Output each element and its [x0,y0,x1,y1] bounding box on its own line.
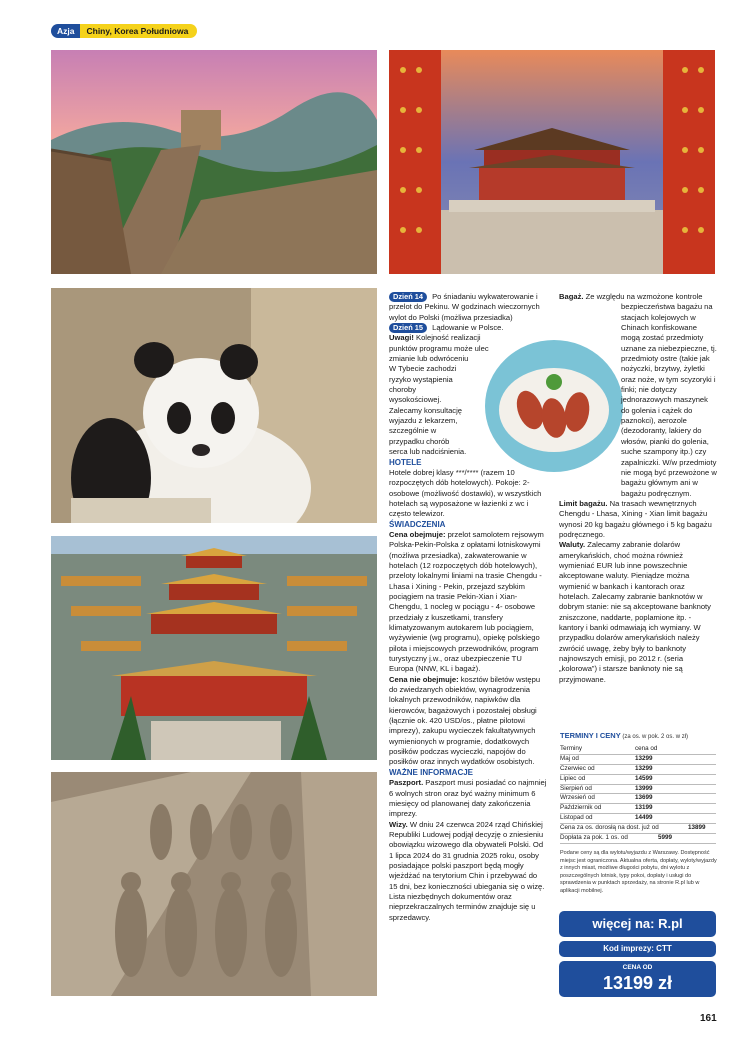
left-text-column [389,292,547,923]
region-badge: Azja [51,24,80,38]
visa-info: Wizy. W dniu 24 czerwca 2024 rząd Chińskiej Republiki Ludowej podjął decyzję o zniesieniu obowiązku wizowego dla obywateli Polski. Od 1 lipca 2024 do 31 grudnia 2025 roku, osoby posiadające polski paszport będą mogły wjeżdżać na terytorium Chin i przebywać do 15 dni, bez konieczności ubiegania się o wizę. Lista niezbędnych dokumentów oraz nieprzekraczalnych terminów znajduje się u sprzedawcy. [389,819,545,922]
price-row [560,814,716,824]
price-includes: Cena obejmuje: przelot samolotem rejsowym Polska-Pekin-Polska z opłatami lotniskowymi (możliwa przesiadka), zakwaterowanie w hotelach (12 rozpoczętych dób hotelowych), przeloty lokalnymi liniami na trasie Chengdu - Lhasa i Xining - Pekin, przejazd szybkim pociągiem na trasie Pekin-Xian i Xian-Chengdu, 1 nocleg w pociągu - 4- osobowe przedziały z kuszetkami, transfery klimatyzowanym autokarem lub pociągiem, wyżywienie (wg programu), opiekę polskiego pilota i miejscowych przewodników, program turystyczny j.w., oraz ubezpieczenie TU Europa (NNW, KL i bagaż). [389,529,544,674]
price-value: 13299 [635,754,653,762]
itinerary-day-14: Dzień 14 Po śniadaniu wykwaterowanie i przelot do Pekinu. W godzinach wieczornych wylot do Polski (możliwa przesiadka) [389,292,540,322]
panda-photo [51,288,377,523]
price-row [560,775,716,785]
page-number: 161 [700,1013,717,1024]
day-badge: Dzień 14 [389,292,427,302]
services-heading: ŚWIADCZENIA [389,519,446,529]
notes-paragraph: Uwagi! Kolejność realizacji punktów programu może ulec zmianie lub odwróceniu [389,333,489,364]
price-extra-bed: Cena za os. dorosłą na dost. już od 13899 [560,824,716,834]
price-value: 13699 [635,794,653,802]
price-month: Lipiec od [560,774,586,782]
tibet-warning: W Tybecie zachodzi ryzyko wystąpienia choroby wysokościowej. Zalecamy konsultację wyjazdu z lekarzem, szczególnie w przypadku chorób serca lub nadciśnienia. [389,364,467,457]
price-row [560,765,716,775]
terracotta-army-photo [51,772,377,996]
price-value: 13199 [635,804,653,812]
price-month: Październik od [560,804,602,812]
price-from-label: CENA OD [622,964,653,971]
right-text-column [559,292,717,685]
day-badge: Dzień 15 [389,323,427,333]
itinerary-day-15: Dzień 15 Lądowanie w Polsce. [389,323,547,333]
price-excludes: Cena nie obejmuje: kosztów biletów wstępu do zwiedzanych obiektów, wynagrodzenia lokalnych przewodników, napiwków dla kierowców, bagażowych i pozostałej obsługi (łącznie ok. 420 USD/os., płatne pilotowi imprezy), zakupu wycieczek fakultatywnych wymienionych w programie, dodatkowych posiłków podczas wycieczki, napojów do posiłków oraz innych wydatków osobistych. [389,674,541,767]
baggage-info: Bagaż. Ze względu na wzmożone kontrole bezpieczeństwa bagażu na stacjach kolejowych w Chinach konfiskowane mogą zostać przedmioty uznane za niebezpieczne, tj. przedmioty ostre (takie jak nożyczki, brzytwy, żyletki oraz noże, w tym scyzoryki i finki; nie dotyczy jednorazowych maszynek do golenia i cążek do paznokci), aerozole (dezodoranty, lakiery do włosów, pianki do golenia, suche szampony itp.) czy zapalniczki. W/w przedmioty nie mogą być przewożone w bagażu głównym ani w bagażu podręcznym. [559,292,717,498]
passport-info: Paszport. Paszport musi posiadać co najmniej 6 wolnych stron oraz być ważny minimum 6 miesięcy od planowanej daty zakończenia imprezy. [389,778,547,819]
price-single-supplement: Dopłata za pok. 1 os. od 5999 [560,834,716,844]
tour-code-badge: Kod imprezy: CTT [559,941,716,957]
price-month: Maj od [560,754,579,762]
price-value: 14599 [635,774,653,782]
price-month: Wrzesień od [560,794,595,802]
price-table-title: TERMINY I CENY (za os. w pok. 2 os. w zł) [560,731,689,740]
great-wall-photo [51,50,377,274]
price-value: 14499 [635,814,653,822]
price-month: Listopad od [560,814,593,822]
baggage-limit: Limit bagażu. Na trasach wewnętrznych Chengdu - Lhasa, Xining - Xian limit bagażu wynosi 20 kg bagażu głównego i 5 kg bagażu podręcznego. [559,498,712,539]
hotels-heading: HOTELE [389,457,422,467]
hotels-text: Hotele dobrej klasy ***/**** (razem 10 rozpoczętych dób hotelowych). Pokoje: 2-osobowe (możliwość dostawki), w wszystkich hotelach są wyposażone w łazienki z wc i często telewizor. [389,467,542,519]
forbidden-city-gate-photo [389,50,715,274]
important-info-heading: WAŻNE INFORMACJE [389,767,473,777]
price-row [560,794,716,804]
price-table [560,732,716,844]
price-month: Sierpień od [560,784,592,792]
price-from-value: 13199 zł [602,973,673,993]
price-value: 13299 [635,764,653,772]
countries-badge: Chiny, Korea Południowa [80,24,197,38]
price-row [560,804,716,814]
price-from-box[interactable] [559,961,716,997]
price-row [560,785,716,795]
price-note: Podane ceny są dla wylotu/wyjazdu z Warszawy. Dostępność miejsc jest ograniczona. Aktualna oferta, dopłaty, wyloty/wyjazdy z innych miast, możliwe długości pobytu, dni wylotu z poszczególnych lotnisk, typy pokoi, dopłaty i usługi do sprawdzenia w punktach sprzedaży, na stronie R.pl lub w aplikacji mobilnej. [560,850,717,894]
price-table-header: Terminy cena od [560,745,716,755]
price-row [560,755,716,765]
more-info-button[interactable]: więcej na: R.pl [559,911,716,937]
forbidden-city-aerial-photo [51,536,377,760]
currency-info: Waluty. Zalecamy zabranie dolarów amerykańskich, choć można również wymieniać EUR lub inne powszechnie akceptowane waluty. Pieniądze można wymienić w bankach i kantorach oraz hotelach. Zalecamy zabranie banknotów w dobrym stanie: nie są akceptowane banknoty zniszczone, naddarte, poplamione itp. - kantory i banki odmawiają ich wymiany. W przypadku dolarów amerykańskich należy zwrócić uwagę, żeby były to banknoty najnowszych emisji, po 2012 r. (seria „kolorowa”) i starsze banknoty nie są przyjmowane. [559,540,711,684]
price-month: Czerwiec od [560,764,595,772]
region-header [51,24,197,38]
price-value: 13999 [635,784,653,792]
